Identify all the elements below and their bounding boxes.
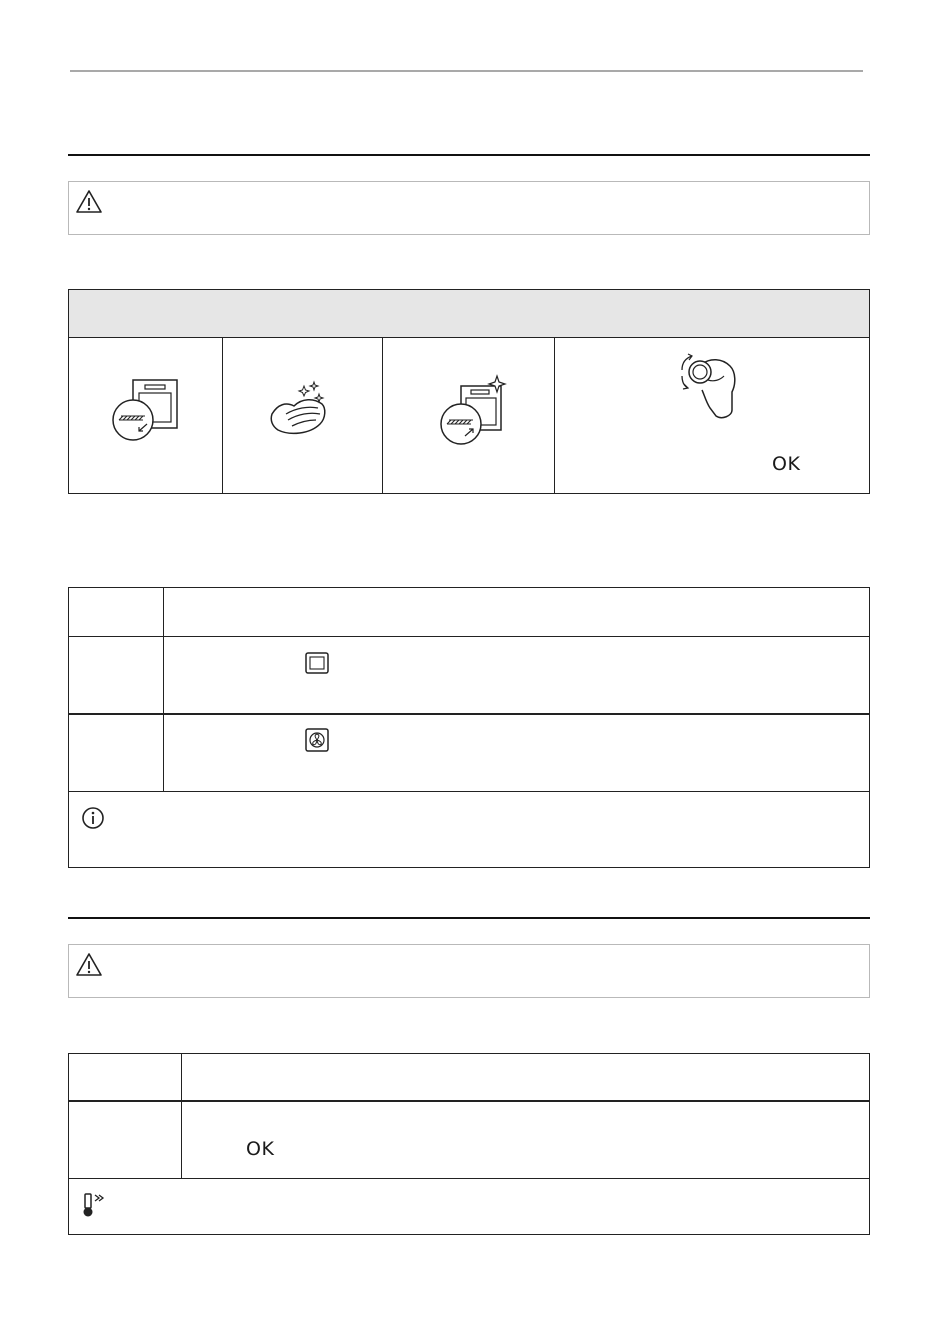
warning-box-1 — [68, 181, 870, 235]
section-divider-2 — [68, 917, 870, 919]
remove-accessories-icon — [109, 376, 181, 444]
oven-light-icon — [305, 652, 329, 674]
header-rule — [70, 70, 863, 72]
insert-accessories-icon — [437, 374, 509, 446]
row-divider — [69, 636, 869, 637]
warning-triangle-icon — [75, 952, 103, 978]
info-circle-icon — [81, 806, 105, 830]
ok-label: OK — [772, 453, 801, 475]
cleaning-cloth-icon — [264, 378, 342, 440]
settings-table — [68, 1053, 870, 1235]
steps-table-header — [68, 289, 870, 338]
column-divider — [181, 1054, 182, 1178]
section-divider-1 — [68, 154, 870, 156]
fan-icon — [305, 728, 329, 752]
row-divider — [69, 1100, 869, 1102]
column-divider — [222, 338, 223, 493]
rotate-knob-hand-icon — [674, 350, 746, 422]
row-divider — [69, 791, 869, 792]
row-divider — [69, 713, 869, 715]
steps-table-row — [68, 337, 870, 494]
warning-triangle-icon — [75, 189, 103, 215]
row-divider — [69, 1178, 869, 1179]
warning-box-2 — [68, 944, 870, 998]
column-divider — [163, 588, 164, 791]
column-divider — [554, 338, 555, 493]
ok-label: OK — [246, 1138, 275, 1160]
column-divider — [382, 338, 383, 493]
thermometer-icon — [81, 1192, 109, 1218]
heating-function-table — [68, 587, 870, 868]
